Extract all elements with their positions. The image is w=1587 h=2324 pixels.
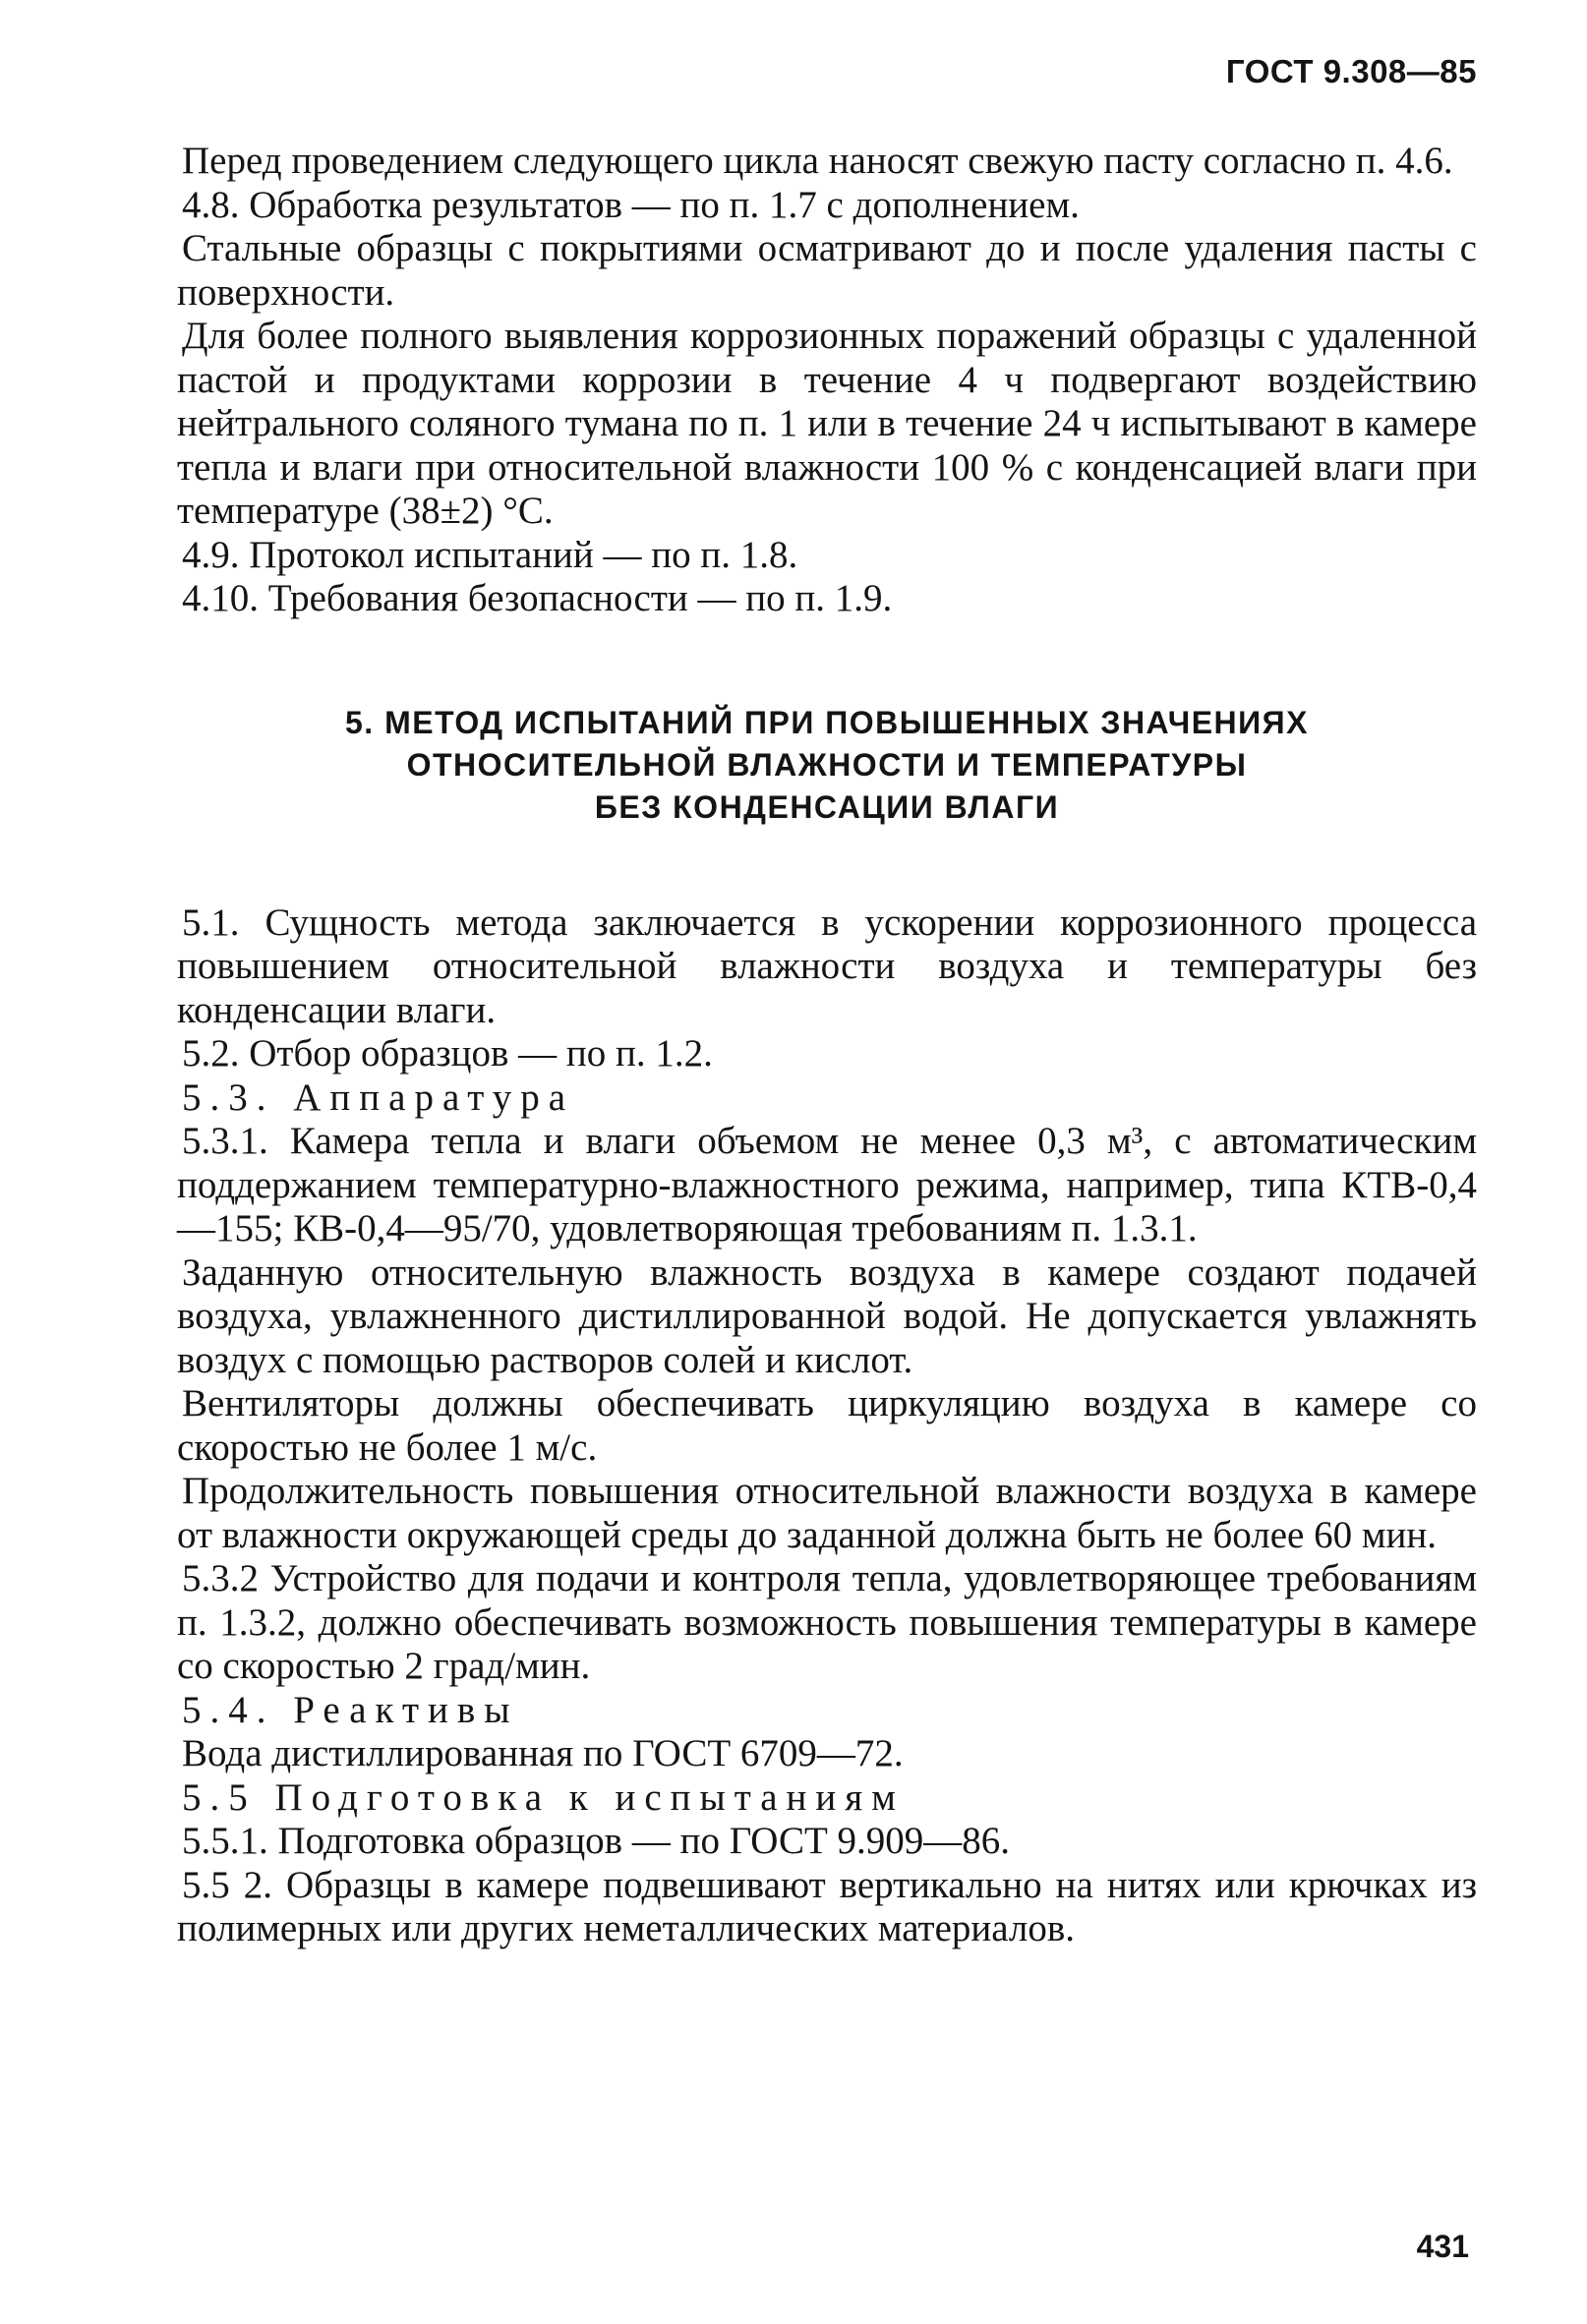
paragraph-5-5: 5.5 Подготовка к испытаниям: [182, 1775, 905, 1819]
paragraph-5-2: 5.2. Отбор образцов — по п. 1.2.: [182, 1032, 713, 1075]
paragraph-5-1: 5.1. Сущность метода заключается в ускорении коррозионного процесса повышением относительной влажности воздуха и температуры без конденсации влаги.: [177, 901, 1477, 1031]
paragraph-4-9: 4.9. Протокол испытаний — по п. 1.8.: [182, 533, 798, 576]
paragraph-water: Вода дистиллированная по ГОСТ 6709—72.: [182, 1732, 904, 1774]
paragraph-fans: Вентиляторы должны обеспечивать циркуляцию воздуха в камере со скоростью не более 1 м/с.: [177, 1382, 1477, 1469]
paragraph-4-10: 4.10. Требования безопасности — по п. 1.9.: [182, 577, 893, 619]
paragraph-next-cycle: Перед проведением следующего цикла наносят свежую пасту согласно п. 4.6.: [182, 140, 1453, 182]
paragraph-humidity: Заданную относительную влажность воздуха в камере создают подачей воздуха, увлажненного дистиллированной водой. Не допускается увлажнять воздух с помощью растворов солей и кислот.: [177, 1250, 1477, 1381]
paragraph-5-4: 5.4. Реактивы: [182, 1688, 519, 1731]
paragraph-4-8: 4.8. Обработка результатов — по п. 1.7 с дополнением.: [182, 183, 1080, 226]
section-5-heading-line-2: ОТНОСИТЕЛЬНОЙ ВЛАЖНОСТИ И ТЕМПЕРАТУРЫ: [406, 746, 1248, 783]
page-number: 431: [1416, 2229, 1469, 2264]
paragraph-corrosion-detection: Для более полного выявления коррозионных поражений образцы с удаленной пастой и продуктами коррозии в течение 4 ч подвергают воздействию нейтрального соляного тумана по п. 1 или в течение 24 ч испытывают в камере тепла и влаги при относительной влажности 100 % с конденсацией влаги при температуре (38±2) °С.: [177, 315, 1477, 532]
section-5-heading: [177, 702, 1477, 829]
paragraph-5-5-1: 5.5.1. Подготовка образцов — по ГОСТ 9.909—86.: [182, 1820, 1011, 1862]
paragraph-duration: Продолжительность повышения относительной влажности воздуха в камере от влажности окружающей среды до заданной должна быть не более 60 мин.: [177, 1470, 1477, 1556]
document-header: ГОСТ 9.308—85: [1225, 53, 1477, 89]
paragraph-steel-samples: Стальные образцы с покрытиями осматривают до и после удаления пасты с поверхности.: [177, 227, 1477, 314]
paragraph-5-5-2: 5.5 2. Образцы в камере подвешивают вертикально на нитях или крючках из полимерных или других неметаллических материалов.: [177, 1863, 1477, 1949]
section-5-heading-line-1: 5. МЕТОД ИСПЫТАНИЙ ПРИ ПОВЫШЕННЫХ ЗНАЧЕНИЯХ: [344, 704, 1309, 740]
paragraph-5-3-1: 5.3.1. Камера тепла и влаги объемом не менее 0,3 м³, с автоматическим поддержанием температурно-влажностного режима, например, типа КТВ-0,4—155; КВ-0,4—95/70, удовлетворяющая требованиям п. 1.3.1.: [177, 1120, 1477, 1249]
section-5-heading-line-3: БЕЗ КОНДЕНСАЦИИ ВЛАГИ: [594, 788, 1060, 825]
paragraph-5-3-2: 5.3.2 Устройство для подачи и контроля тепла, удовлетворяющее требованиям п. 1.3.2, должно обеспечивать возможность повышения температуры в камере со скоростью 2 град/мин.: [177, 1557, 1477, 1687]
document-body: [177, 140, 1477, 1951]
paragraph-5-3: 5.3. Аппаратура: [182, 1075, 575, 1119]
